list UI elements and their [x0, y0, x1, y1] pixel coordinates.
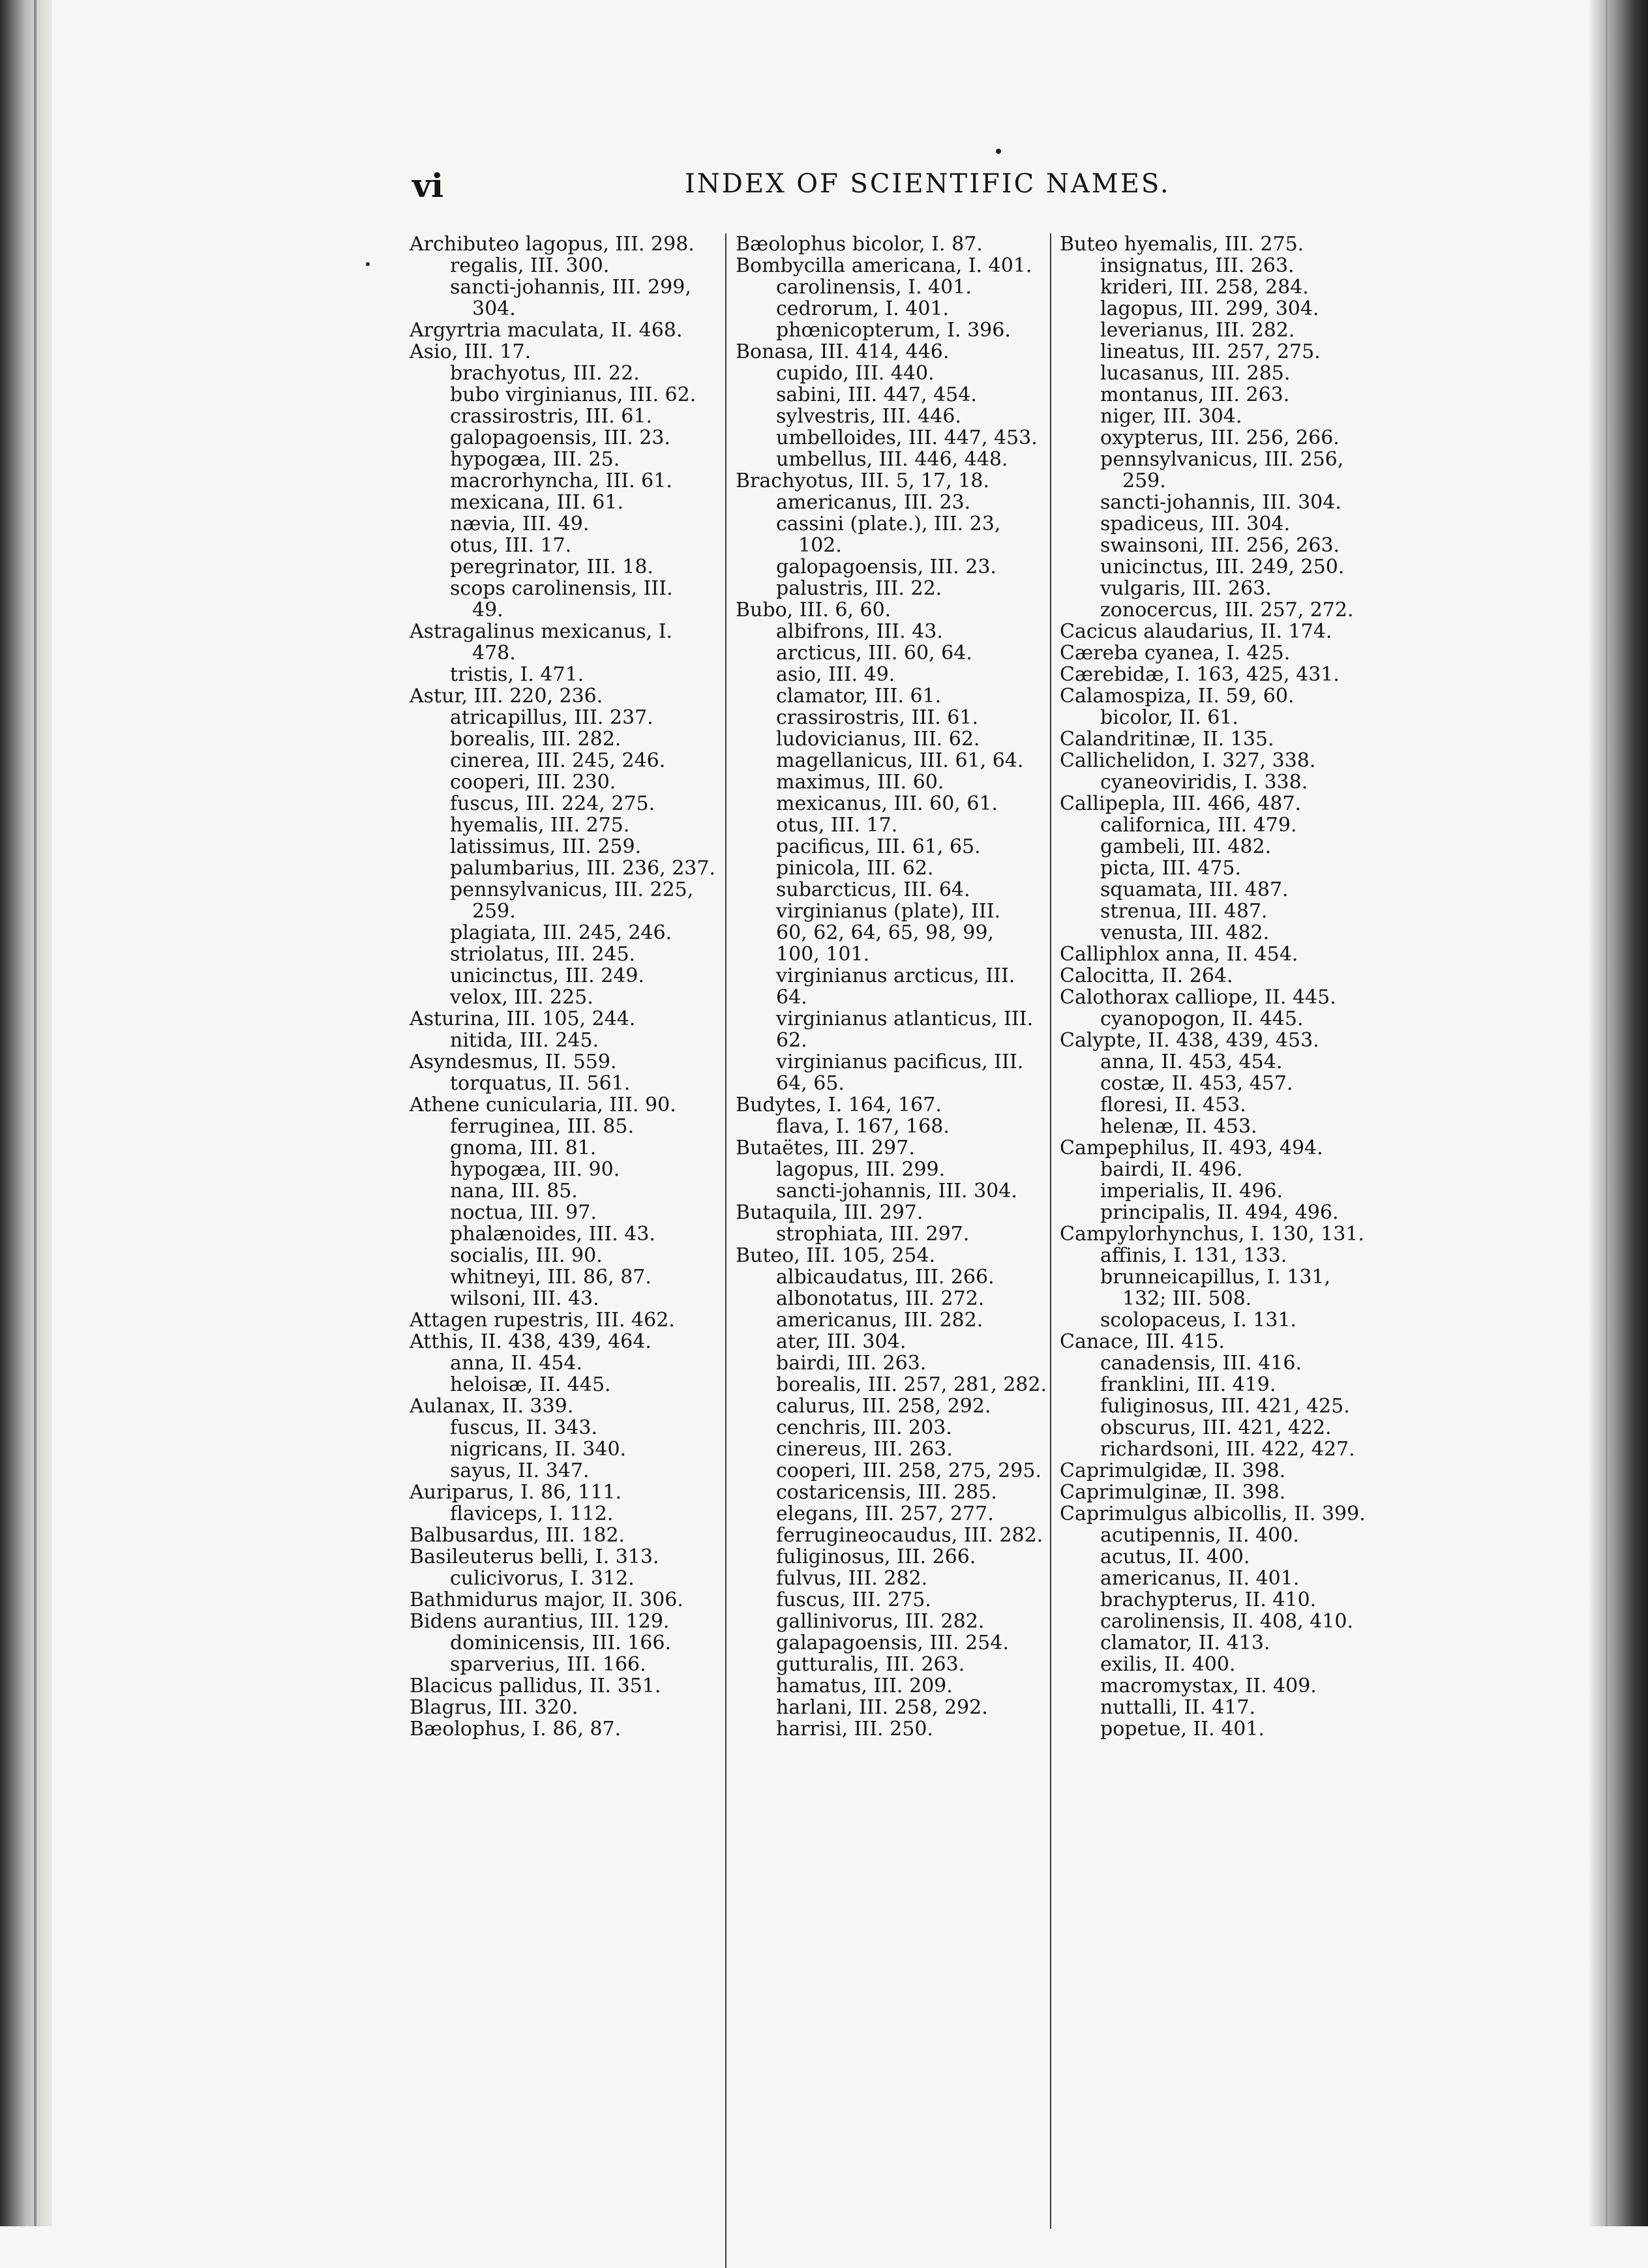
index-entry: cassini (plate.), III. 23,	[776, 513, 1001, 535]
index-entry: Bathmidurus major, II. 306.	[410, 1589, 683, 1611]
index-entry: Bidens aurantius, III. 129.	[410, 1610, 670, 1633]
index-entry: 64, 65.	[776, 1072, 845, 1095]
index-entry: scops carolinensis, III.	[450, 577, 673, 600]
index-entry: fuliginosus, III. 266.	[776, 1545, 976, 1568]
index-entry: sayus, II. 347.	[450, 1459, 590, 1482]
index-entry: bairdi, II. 496.	[1100, 1158, 1243, 1181]
index-entry: Buteo hyemalis, III. 275.	[1060, 233, 1304, 256]
index-entry: umbellus, III. 446, 448.	[776, 448, 1008, 471]
index-entry: ludovicianus, III. 62.	[776, 728, 980, 751]
index-entry: nigricans, II. 340.	[450, 1438, 627, 1461]
index-entry: acutipennis, II. 400.	[1100, 1524, 1299, 1547]
index-entry: Calocitta, II. 264.	[1060, 964, 1233, 987]
index-entry: Cæreba cyanea, I. 425.	[1060, 642, 1291, 664]
index-entry: Calliphlox anna, II. 454.	[1060, 943, 1298, 966]
index-entry: principalis, II. 494, 496.	[1100, 1201, 1339, 1224]
index-entry: Attagen rupestris, III. 462.	[410, 1309, 675, 1332]
index-entry: costaricensis, III. 285.	[776, 1481, 997, 1504]
index-entry: dominicensis, III. 166.	[450, 1632, 671, 1654]
index-entry: virginianus atlanticus, III.	[776, 1007, 1034, 1030]
index-entry: cenchris, III. 203.	[776, 1416, 952, 1439]
index-entry: vulgaris, III. 263.	[1100, 577, 1272, 600]
index-entry: albifrons, III. 43.	[776, 620, 943, 643]
index-entry: pacificus, III. 61, 65.	[776, 835, 981, 858]
index-entry: Caprimulgus albicollis, II. 399.	[1060, 1502, 1366, 1525]
index-entry: krideri, III. 258, 284.	[1100, 276, 1309, 299]
index-entry: scolopaceus, I. 131.	[1100, 1309, 1297, 1332]
index-entry: Blagrus, III. 320.	[410, 1696, 578, 1719]
index-entry: virginianus pacificus, III.	[776, 1051, 1024, 1073]
index-entry: arcticus, III. 60, 64.	[776, 642, 972, 664]
index-entry: floresi, II. 453.	[1100, 1094, 1246, 1116]
index-entry: exilis, II. 400.	[1100, 1653, 1236, 1676]
index-entry: Astur, III. 220, 236.	[410, 685, 603, 708]
index-entry: americanus, II. 401.	[1100, 1567, 1300, 1590]
index-entry: brachypterus, II. 410.	[1100, 1589, 1317, 1611]
index-entry: californica, III. 479.	[1100, 814, 1297, 837]
index-entry: virginianus (plate), III.	[776, 900, 1001, 923]
index-column-3	[1060, 233, 1366, 1740]
index-entry: Cærebidæ, I. 163, 425, 431.	[1060, 663, 1340, 686]
column-divider	[725, 233, 727, 2268]
index-entry: lineatus, III. 257, 275.	[1100, 340, 1321, 363]
index-entry: spadiceus, III. 304.	[1100, 513, 1291, 535]
book-spine-edge	[34, 0, 37, 2226]
index-entry: Argyrtria maculata, II. 468.	[410, 319, 683, 342]
index-entry: Archibuteo lagopus, III. 298.	[410, 233, 695, 256]
index-entry: phalænoides, III. 43.	[450, 1223, 655, 1246]
index-entry: hypogæa, III. 90.	[450, 1158, 620, 1181]
index-entry: clamator, II. 413.	[1100, 1632, 1270, 1654]
index-entry: Auriparus, I. 86, 111.	[410, 1481, 622, 1504]
index-entry: ferrugineocaudus, III. 282.	[776, 1524, 1043, 1547]
index-entry: Bæolophus bicolor, I. 87.	[736, 233, 983, 256]
index-entry: strenua, III. 487.	[1100, 900, 1268, 923]
index-entry: albonotatus, III. 272.	[776, 1287, 985, 1310]
index-entry: gallinivorus, III. 282.	[776, 1610, 985, 1633]
index-entry: niger, III. 304.	[1100, 405, 1242, 428]
index-entry: richardsoni, III. 422, 427.	[1100, 1438, 1355, 1461]
index-entry: Athene cunicularia, III. 90.	[410, 1094, 676, 1116]
index-entry: Atthis, II. 438, 439, 464.	[410, 1330, 652, 1353]
index-entry: anna, II. 454.	[450, 1352, 583, 1375]
index-entry: palustris, III. 22.	[776, 577, 942, 600]
index-entry: carolinensis, I. 401.	[776, 276, 972, 299]
index-entry: swainsoni, III. 256, 263.	[1100, 534, 1340, 557]
index-entry: cooperi, III. 258, 275, 295.	[776, 1459, 1041, 1482]
index-entry: plagiata, III. 245, 246.	[450, 921, 672, 944]
index-entry: 102.	[798, 534, 842, 557]
index-entry: Caprimulgidæ, II. 398.	[1060, 1459, 1286, 1482]
index-entry: sancti-johannis, III. 304.	[776, 1180, 1017, 1202]
index-entry: sancti-johannis, III. 304.	[1100, 491, 1341, 514]
index-entry: mexicana, III. 61.	[450, 491, 624, 514]
index-entry: ferruginea, III. 85.	[450, 1115, 635, 1138]
index-entry: peregrinator, III. 18.	[450, 556, 653, 578]
index-entry: anna, II. 453, 454.	[1100, 1051, 1283, 1073]
index-entry: Asturina, III. 105, 244.	[410, 1007, 636, 1030]
index-entry: lucasanus, III. 285.	[1100, 362, 1291, 385]
index-entry: venusta, III. 482.	[1100, 921, 1270, 944]
index-entry: socialis, III. 90.	[450, 1244, 603, 1267]
index-entry: imperialis, II. 496.	[1100, 1180, 1283, 1202]
index-entry: Campylorhynchus, I. 130, 131.	[1060, 1223, 1364, 1246]
index-entry: 259.	[472, 900, 516, 923]
index-entry: Bonasa, III. 414, 446.	[736, 340, 950, 363]
index-entry: strophiata, III. 297.	[776, 1223, 970, 1246]
index-entry: Calypte, II. 438, 439, 453.	[1060, 1029, 1319, 1052]
index-entry: crassirostris, III. 61.	[776, 706, 979, 729]
index-entry: squamata, III. 487.	[1100, 878, 1289, 901]
index-entry: velox, III. 225.	[450, 986, 593, 1009]
index-entry: pennsylvanicus, III. 256,	[1100, 448, 1344, 471]
index-entry: lagopus, III. 299.	[776, 1158, 946, 1181]
index-entry: Blacicus pallidus, II. 351.	[410, 1675, 661, 1697]
index-entry: palumbarius, III. 236, 237.	[450, 857, 716, 880]
index-entry: sancti-johannis, III. 299,	[450, 276, 691, 299]
index-entry: Campephilus, II. 493, 494.	[1060, 1137, 1323, 1159]
index-entry: picta, III. 475.	[1100, 857, 1242, 880]
index-entry: Asyndesmus, II. 559.	[410, 1051, 617, 1073]
index-entry: Aulanax, II. 339.	[410, 1395, 574, 1418]
index-entry: cupido, III. 440.	[776, 362, 935, 385]
index-entry: affinis, I. 131, 133.	[1100, 1244, 1287, 1267]
index-entry: bairdi, III. 263.	[776, 1352, 927, 1375]
index-entry: galapagoensis, III. 254.	[776, 1632, 1009, 1654]
index-entry: albicaudatus, III. 266.	[776, 1266, 995, 1289]
index-entry: Callipepla, III. 466, 487.	[1060, 792, 1302, 815]
index-entry: Budytes, I. 164, 167.	[736, 1094, 942, 1116]
book-spine-shadow	[0, 0, 52, 2226]
index-entry: popetue, II. 401.	[1100, 1718, 1265, 1740]
index-entry: Calandritinæ, II. 135.	[1060, 728, 1274, 751]
index-entry: atricapillus, III. 237.	[450, 706, 653, 729]
index-entry: otus, III. 17.	[776, 814, 898, 837]
index-entry: cyaneoviridis, I. 338.	[1100, 771, 1308, 794]
index-entry: flava, I. 167, 168.	[776, 1115, 950, 1138]
index-entry: hyemalis, III. 275.	[450, 814, 630, 837]
index-entry: macrorhyncha, III. 61.	[450, 470, 672, 492]
index-entry: hamatus, III. 209.	[776, 1675, 953, 1697]
index-entry: bubo virginianus, III. 62.	[450, 383, 697, 406]
index-entry: Caprimulginæ, II. 398.	[1060, 1481, 1286, 1504]
index-entry: harrisi, III. 250.	[776, 1718, 933, 1740]
index-entry: sylvestris, III. 446.	[776, 405, 961, 428]
index-entry: brachyotus, III. 22.	[450, 362, 640, 385]
index-entry: Callichelidon, I. 327, 338.	[1060, 749, 1316, 772]
index-entry: galopagoensis, III. 23.	[450, 426, 670, 449]
index-entry: asio, III. 49.	[776, 663, 895, 686]
index-entry: fuscus, III. 275.	[776, 1589, 931, 1611]
index-entry: obscurus, III. 421, 422.	[1100, 1416, 1332, 1439]
index-entry: carolinensis, II. 408, 410.	[1100, 1610, 1354, 1633]
index-entry: Calothorax calliope, II. 445.	[1060, 986, 1336, 1009]
index-entry: virginianus arcticus, III.	[776, 964, 1015, 987]
index-entry: gnoma, III. 81.	[450, 1137, 597, 1159]
index-entry: Cacicus alaudarius, II. 174.	[1060, 620, 1332, 643]
index-entry: 64.	[776, 986, 807, 1009]
index-entry: canadensis, III. 416.	[1100, 1352, 1302, 1375]
index-entry: cinerea, III. 245, 246.	[450, 749, 666, 772]
index-entry: flaviceps, I. 112.	[450, 1502, 614, 1525]
index-entry: insignatus, III. 263.	[1100, 254, 1295, 277]
index-entry: mexicanus, III. 60, 61.	[776, 792, 998, 815]
index-entry: sparverius, III. 166.	[450, 1653, 646, 1676]
index-entry: phœnicopterum, I. 396.	[776, 319, 1011, 342]
index-entry: 49.	[472, 599, 503, 621]
index-entry: hypogæa, III. 25.	[450, 448, 620, 471]
index-entry: galopagoensis, III. 23.	[776, 556, 996, 578]
index-entry: Butaëtes, III. 297.	[736, 1137, 915, 1159]
index-entry: gambeli, III. 482.	[1100, 835, 1272, 858]
index-entry: nævia, III. 49.	[450, 513, 590, 535]
index-entry: unicinctus, III. 249, 250.	[1100, 556, 1345, 578]
index-entry: cinereus, III. 263.	[776, 1438, 953, 1461]
index-entry: elegans, III. 257, 277.	[776, 1502, 994, 1525]
index-entry: pinicola, III. 62.	[776, 857, 934, 880]
index-entry: regalis, III. 300.	[450, 254, 610, 277]
index-entry: culicivorus, I. 312.	[450, 1567, 635, 1590]
index-entry: pennsylvanicus, III. 225,	[450, 878, 694, 901]
index-column-1	[410, 233, 716, 1740]
index-entry: Bæolophus, I. 86, 87.	[410, 1718, 622, 1740]
index-entry: cedrorum, I. 401.	[776, 297, 950, 320]
index-entry: striolatus, III. 245.	[450, 943, 636, 966]
index-entry: 60, 62, 64, 65, 98, 99,	[776, 921, 994, 944]
index-entry: noctua, III. 97.	[450, 1201, 597, 1224]
index-entry: maximus, III. 60.	[776, 771, 944, 794]
index-entry: nitida, III. 245.	[450, 1029, 599, 1052]
stray-ink-mark	[996, 149, 1001, 154]
index-entry: calurus, III. 258, 292.	[776, 1395, 991, 1418]
index-entry: zonocercus, III. 257, 272.	[1100, 599, 1354, 621]
index-entry: 478.	[472, 642, 516, 664]
index-entry: Buteo, III. 105, 254.	[736, 1244, 936, 1267]
index-column-2	[736, 233, 1047, 1740]
index-entry: wilsoni, III. 43.	[450, 1287, 599, 1310]
index-entry: 259.	[1122, 470, 1166, 492]
stray-ink-mark	[366, 262, 370, 266]
index-entry: gutturalis, III. 263.	[776, 1653, 965, 1676]
index-entry: 100, 101.	[776, 943, 870, 966]
running-title: INDEX OF SCIENTIFIC NAMES.	[685, 169, 1171, 199]
index-entry: unicinctus, III. 249.	[450, 964, 645, 987]
index-entry: magellanicus, III. 61, 64.	[776, 749, 1024, 772]
index-entry: americanus, III. 23.	[776, 491, 971, 514]
index-entry: 304.	[472, 297, 516, 320]
index-entry: Asio, III. 17.	[410, 340, 532, 363]
index-entry: montanus, III. 263.	[1100, 383, 1290, 406]
page-number: vi	[412, 166, 444, 205]
index-entry: tristis, I. 471.	[450, 663, 584, 686]
index-entry: umbelloides, III. 447, 453.	[776, 426, 1038, 449]
index-entry: Bombycilla americana, I. 401.	[736, 254, 1032, 277]
index-entry: whitneyi, III. 86, 87.	[450, 1266, 652, 1289]
index-entry: brunneicapillus, I. 131,	[1100, 1266, 1331, 1289]
index-entry: cooperi, III. 230.	[450, 771, 616, 794]
index-entry: borealis, III. 257, 281, 282.	[776, 1373, 1047, 1396]
index-entry: crassirostris, III. 61.	[450, 405, 653, 428]
index-entry: 62.	[776, 1029, 807, 1052]
index-entry: helenæ, II. 453.	[1100, 1115, 1257, 1138]
index-entry: lagopus, III. 299, 304.	[1100, 297, 1319, 320]
index-entry: bicolor, II. 61.	[1100, 706, 1238, 729]
index-entry: Astragalinus mexicanus, I.	[410, 620, 673, 643]
index-entry: Bubo, III. 6, 60.	[736, 599, 891, 621]
index-entry: leverianus, III. 282.	[1100, 319, 1295, 342]
index-entry: borealis, III. 282.	[450, 728, 622, 751]
index-entry: Brachyotus, III. 5, 17, 18.	[736, 470, 989, 492]
index-entry: fulvus, III. 282.	[776, 1567, 928, 1590]
column-divider	[1050, 233, 1051, 2229]
index-entry: nana, III. 85.	[450, 1180, 578, 1202]
index-entry: 132; III. 508.	[1122, 1287, 1252, 1310]
index-entry: Calamospiza, II. 59, 60.	[1060, 685, 1295, 708]
index-entry: heloisæ, II. 445.	[450, 1373, 611, 1396]
index-entry: macromystax, II. 409.	[1100, 1675, 1317, 1697]
index-entry: Balbusardus, III. 182.	[410, 1524, 625, 1547]
index-entry: latissimus, III. 259.	[450, 835, 642, 858]
index-entry: otus, III. 17.	[450, 534, 572, 557]
index-entry: ater, III. 304.	[776, 1330, 906, 1353]
index-entry: clamator, III. 61.	[776, 685, 942, 708]
index-entry: fuscus, III. 224, 275.	[450, 792, 655, 815]
index-entry: oxypterus, III. 256, 266.	[1100, 426, 1340, 449]
page-edge-shadow	[1589, 0, 1648, 2226]
index-entry: torquatus, II. 561.	[450, 1072, 631, 1095]
page-header	[0, 166, 1648, 212]
index-entry: Canace, III. 415.	[1060, 1330, 1225, 1353]
index-entry: acutus, II. 400.	[1100, 1545, 1250, 1568]
index-entry: sabini, III. 447, 454.	[776, 383, 977, 406]
index-entry: Basileuterus belli, I. 313.	[410, 1545, 659, 1568]
index-entry: americanus, III. 282.	[776, 1309, 983, 1332]
index-entry: fuscus, II. 343.	[450, 1416, 597, 1439]
index-entry: nuttalli, II. 417.	[1100, 1696, 1256, 1719]
page-edge-line	[1606, 0, 1608, 2226]
index-entry: Butaquila, III. 297.	[736, 1201, 923, 1224]
index-entry: cyanopogon, II. 445.	[1100, 1007, 1304, 1030]
index-entry: franklini, III. 419.	[1100, 1373, 1276, 1396]
index-entry: costæ, II. 453, 457.	[1100, 1072, 1293, 1095]
index-entry: fuliginosus, III. 421, 425.	[1100, 1395, 1350, 1418]
index-entry: harlani, III. 258, 292.	[776, 1696, 988, 1719]
index-entry: subarcticus, III. 64.	[776, 878, 970, 901]
